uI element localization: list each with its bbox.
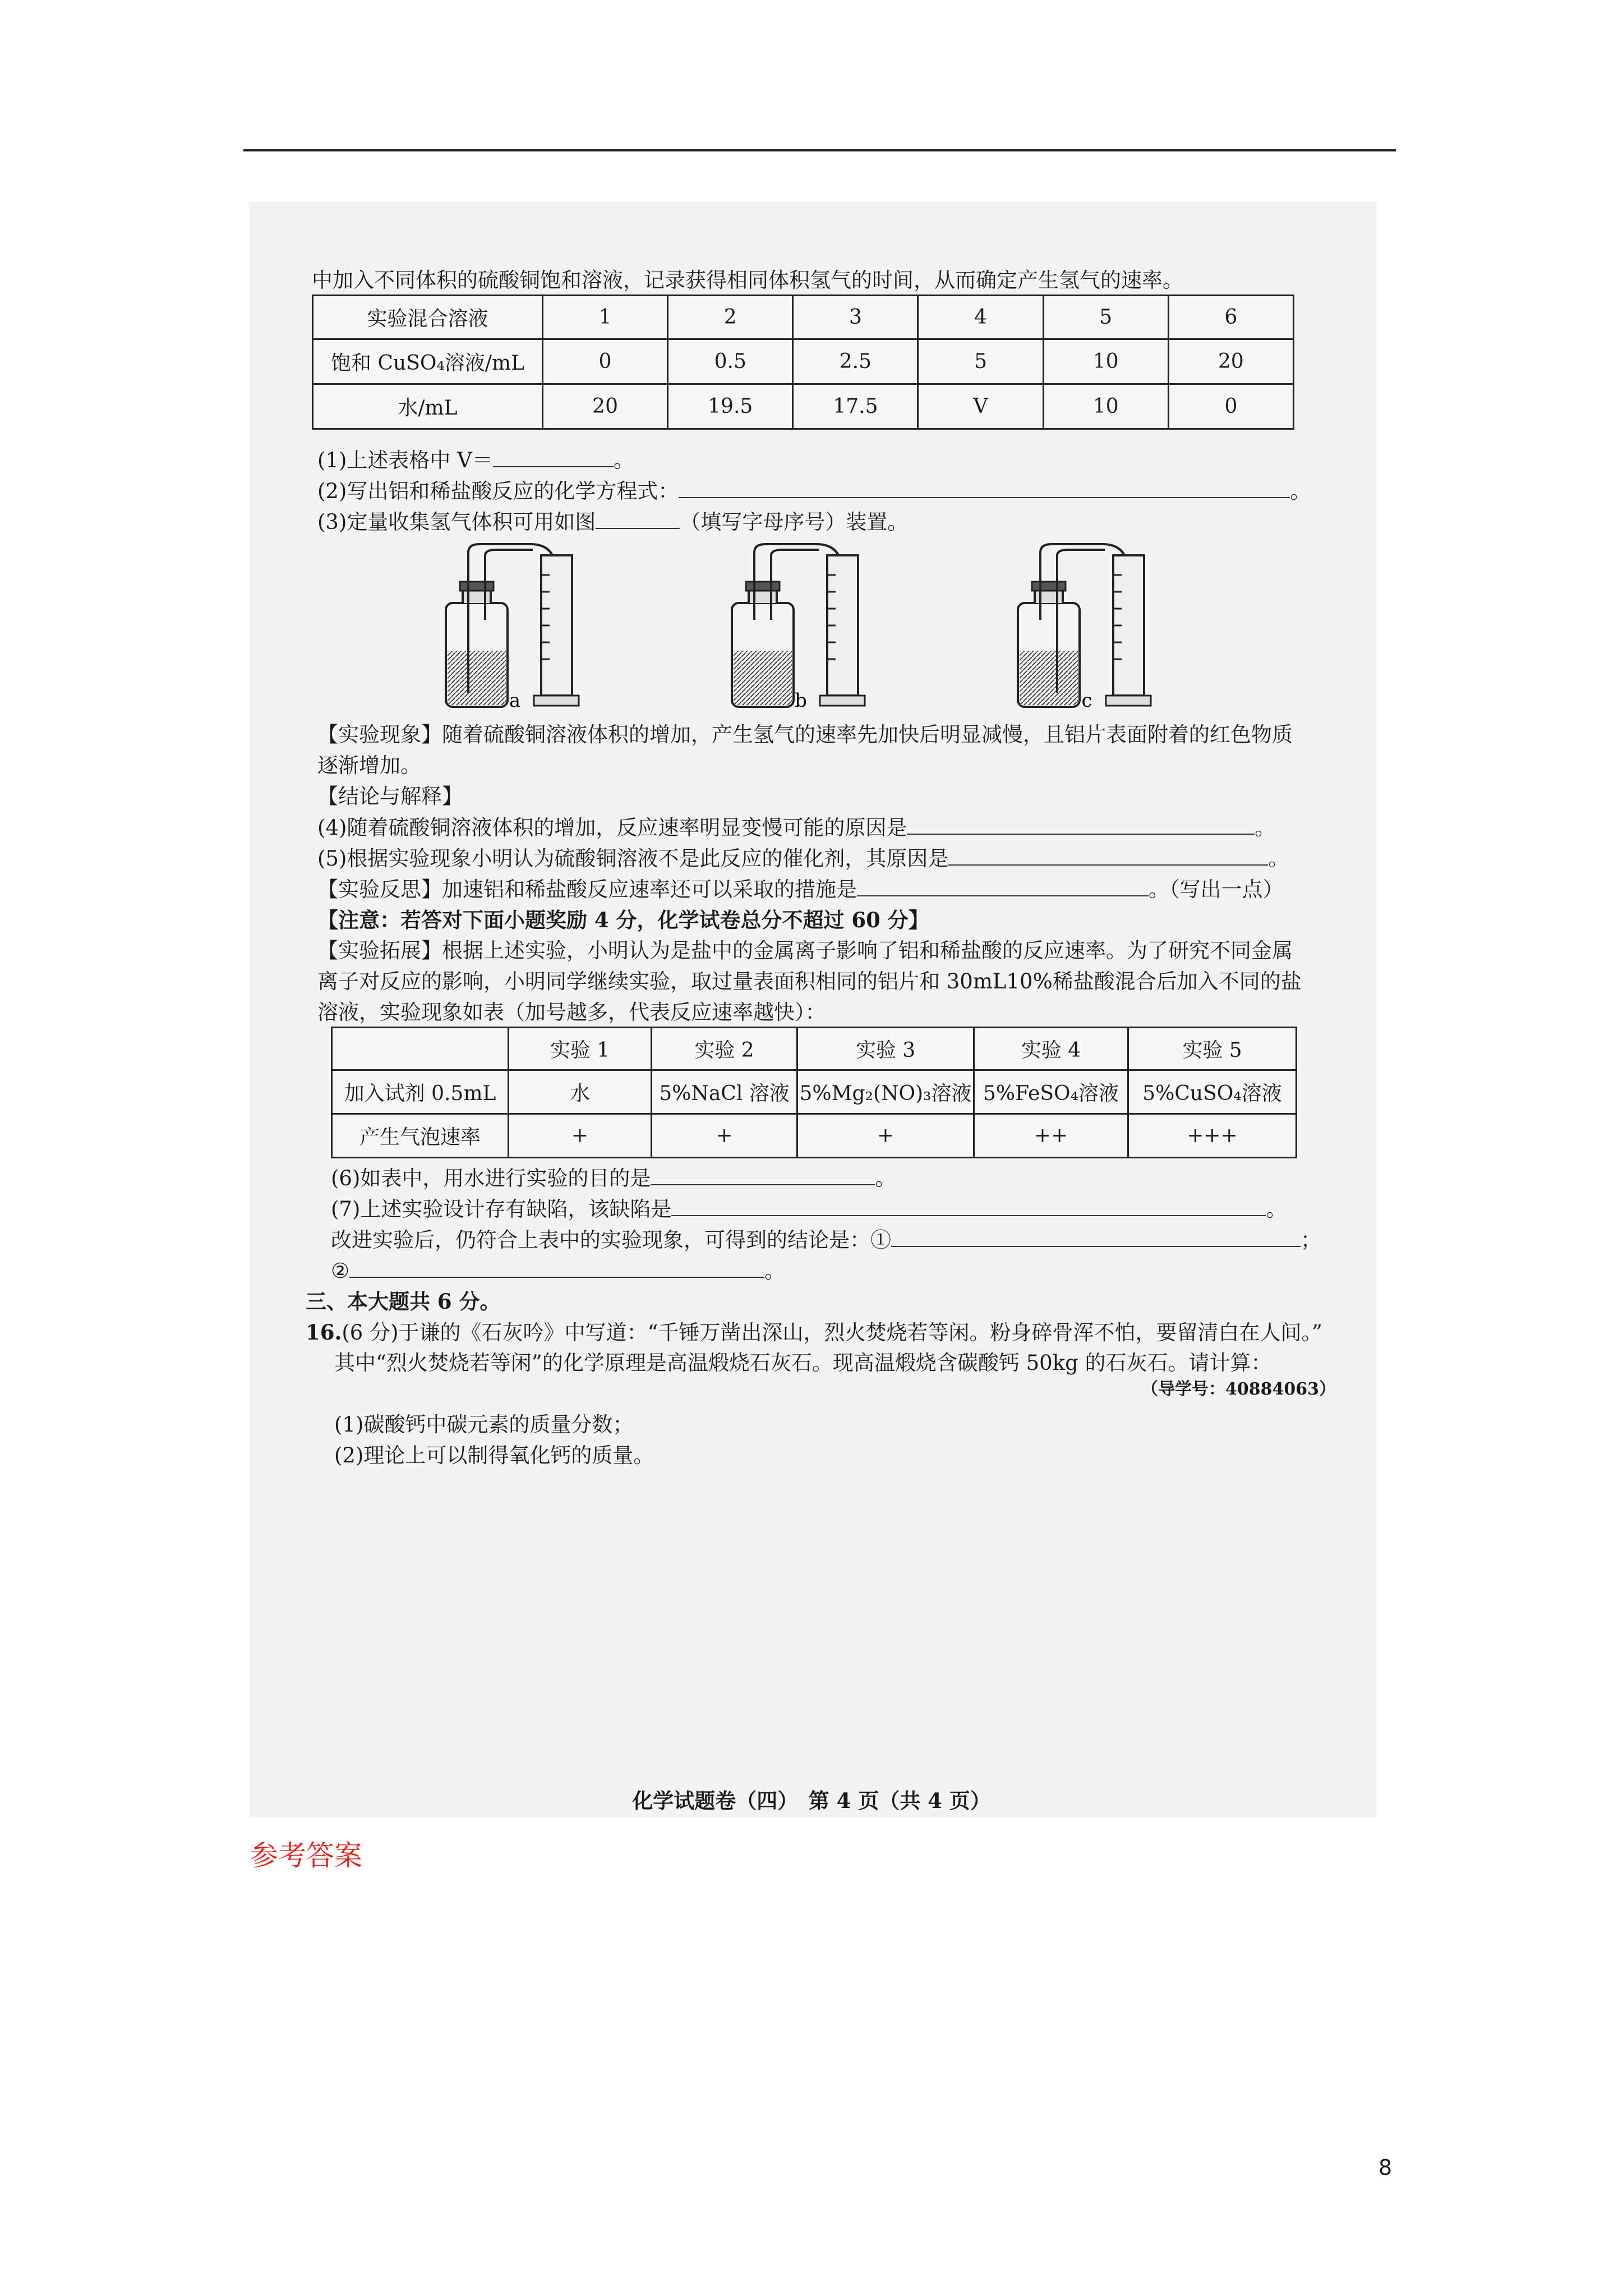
table-cell: + bbox=[509, 1114, 652, 1158]
question-tail: （填写字母序号）装置。 bbox=[680, 510, 909, 534]
apparatus-a-diagram bbox=[446, 544, 579, 707]
question-end: 。 bbox=[1290, 479, 1311, 503]
table-cell: 19.5 bbox=[668, 384, 793, 429]
table-cell: 20 bbox=[543, 384, 668, 429]
question-end: ； bbox=[1301, 1228, 1321, 1252]
answer-blank[interactable] bbox=[857, 875, 1149, 896]
table-cell: 实验 2 bbox=[652, 1028, 797, 1070]
question-7-conclusion-1 bbox=[331, 1226, 1321, 1254]
question-4 bbox=[317, 813, 1275, 842]
table-cell: 实验 3 bbox=[797, 1028, 974, 1070]
table-cell: 5%NaCl 溶液 bbox=[652, 1070, 797, 1114]
table-row bbox=[332, 1070, 1297, 1114]
question-end: 。 bbox=[1255, 816, 1276, 840]
gas-collection-apparatus bbox=[415, 536, 1200, 721]
question-number: 16. bbox=[306, 1320, 342, 1345]
answer-blank[interactable] bbox=[671, 1195, 1266, 1216]
extension-line-3: 溶液，实验现象如表（加号越多，代表反应速率越快）： bbox=[317, 1000, 826, 1024]
table-cell: + bbox=[652, 1114, 797, 1158]
question-7-conclusion-2 bbox=[331, 1257, 785, 1285]
table-cell: 10 bbox=[1043, 339, 1168, 384]
experiment-table bbox=[312, 295, 1294, 430]
question-5 bbox=[317, 844, 1289, 873]
table-cell: V bbox=[918, 384, 1043, 429]
question-16-line-2: 其中“烈火焚烧若等闲”的化学原理是高温煅烧石灰石。现高温煅烧含碳酸钙 50kg 的石灰石。请计算： bbox=[334, 1351, 1272, 1375]
table-cell: 5%Mg₂(NO)₃溶液 bbox=[797, 1070, 974, 1114]
table-cell: 2 bbox=[668, 296, 793, 339]
bonus-notice: 【注意：若答对下面小题奖励 4 分，化学试卷总分不超过 60 分】 bbox=[317, 908, 929, 932]
phenomenon-line-1: 【实验现象】随着硫酸铜溶液体积的增加，产生氢气的速率先加快后明显减慢，且铝片表面附着的红色物质 bbox=[317, 723, 1293, 747]
reflection-line bbox=[317, 875, 1284, 904]
question-text: (6 分)于谦的《石灰吟》中写道：“千锤万凿出深山，烈火焚烧若等闲。粉身碎骨浑不怕，要留清白在人间。” bbox=[342, 1320, 1322, 1345]
table-cell: 5 bbox=[1043, 296, 1168, 339]
conclusion-heading: 【结论与解释】 bbox=[317, 784, 463, 808]
answer-blank[interactable] bbox=[651, 1164, 875, 1185]
question-end: 。 bbox=[875, 1166, 896, 1190]
question-text: (4)随着硫酸铜溶液体积的增加，反应速率明显变慢可能的原因是 bbox=[317, 816, 907, 840]
question-7 bbox=[331, 1195, 1287, 1223]
table-cell: 0 bbox=[543, 339, 668, 384]
question-text: 【实验反思】加速铝和稀盐酸反应速率还可以采取的措施是 bbox=[317, 877, 857, 901]
table-cell: 产生气泡速率 bbox=[332, 1114, 509, 1158]
table-cell: 水/mL bbox=[313, 384, 543, 429]
top-rule bbox=[243, 149, 1396, 151]
question-6 bbox=[331, 1164, 896, 1193]
table-cell: 实验 4 bbox=[974, 1028, 1128, 1070]
table-cell: 4 bbox=[918, 296, 1043, 339]
answer-blank[interactable] bbox=[349, 1257, 764, 1278]
question-16-line-1 bbox=[306, 1318, 1322, 1347]
answer-blank[interactable] bbox=[679, 477, 1290, 498]
intro-text: 中加入不同体积的硫酸铜饱和溶液，记录获得相同体积氢气的时间，从而确定产生氢气的速率。 bbox=[312, 268, 1183, 292]
apparatus-b-diagram bbox=[732, 544, 865, 707]
question-tail: 。（写出一点） bbox=[1149, 877, 1284, 901]
question-text: (6)如表中，用水进行实验的目的是 bbox=[331, 1166, 651, 1190]
question-end: 。 bbox=[1266, 1197, 1287, 1221]
question-text: ② bbox=[331, 1259, 350, 1283]
page-footer: 化学试题卷（四） 第 4 页（共 4 页） bbox=[632, 1788, 991, 1813]
table-row bbox=[313, 384, 1294, 429]
table-cell: 20 bbox=[1168, 339, 1293, 384]
table-cell: +++ bbox=[1128, 1114, 1297, 1158]
page-number: 8 bbox=[1378, 2155, 1393, 2180]
table-cell: + bbox=[797, 1114, 974, 1158]
question-text: (7)上述实验设计存有缺陷，该缺陷是 bbox=[331, 1197, 672, 1221]
question-end: 。 bbox=[764, 1259, 786, 1283]
question-end: 。 bbox=[613, 448, 634, 472]
question-text: (2)写出铝和稀盐酸反应的化学方程式： bbox=[317, 479, 679, 503]
table-cell: 1 bbox=[543, 296, 668, 339]
table-row bbox=[313, 339, 1294, 384]
answer-blank[interactable] bbox=[493, 446, 614, 467]
table-cell: 6 bbox=[1168, 296, 1293, 339]
extension-line-1: 【实验拓展】根据上述实验，小明认为是盐中的金属离子影响了铝和稀盐酸的反应速率。为了研究不同金属 bbox=[317, 938, 1293, 963]
answer-blank[interactable] bbox=[596, 508, 680, 529]
metal-ion-table bbox=[331, 1027, 1297, 1158]
table-cell: 17.5 bbox=[793, 384, 918, 429]
table-cell: 5%CuSO₄溶液 bbox=[1128, 1070, 1297, 1114]
answer-blank[interactable] bbox=[907, 813, 1255, 835]
table-cell: 0 bbox=[1168, 384, 1293, 429]
table-cell: 2.5 bbox=[793, 339, 918, 384]
answer-blank[interactable] bbox=[891, 1226, 1301, 1247]
question-text: 改进实验后，仍符合上表中的实验现象，可得到的结论是：① bbox=[331, 1228, 891, 1252]
answer-blank[interactable] bbox=[948, 844, 1268, 866]
apparatus-b-label: b bbox=[795, 689, 807, 712]
reference-answer-heading: 参考答案 bbox=[250, 1839, 362, 1872]
extension-line-2: 离子对反应的影响，小明同学继续实验，取过量表面积相同的铝片和 30mL10%稀盐酸混合后加入不同的盐 bbox=[317, 969, 1302, 993]
table-row bbox=[332, 1028, 1297, 1070]
question-text: (5)根据实验现象小明认为硫酸铜溶液不是此反应的催化剂，其原因是 bbox=[317, 846, 949, 871]
question-16-sub-1: (1)碳酸钙中碳元素的质量分数； bbox=[334, 1412, 634, 1437]
table-cell: 5%FeSO₄溶液 bbox=[974, 1070, 1128, 1114]
table-cell: 3 bbox=[793, 296, 918, 339]
guide-number: （导学号：40884063） bbox=[1141, 1379, 1336, 1399]
table-cell: 实验 5 bbox=[1128, 1028, 1297, 1070]
apparatus-a-label: a bbox=[509, 689, 521, 712]
table-cell: 0.5 bbox=[668, 339, 793, 384]
phenomenon-line-2: 逐渐增加。 bbox=[317, 753, 421, 777]
table-cell: ++ bbox=[974, 1114, 1128, 1158]
question-2 bbox=[317, 477, 1311, 505]
question-1 bbox=[317, 446, 634, 475]
table-row bbox=[332, 1114, 1297, 1158]
table-cell: 实验混合溶液 bbox=[313, 296, 543, 339]
apparatus-c-diagram bbox=[1018, 544, 1151, 707]
table-cell: 饱和 CuSO₄溶液/mL bbox=[313, 339, 543, 384]
table-cell: 水 bbox=[509, 1070, 652, 1114]
table-cell: 5 bbox=[918, 339, 1043, 384]
question-text: (3)定量收集氢气体积可用如图 bbox=[317, 510, 596, 534]
question-end: 。 bbox=[1268, 846, 1289, 871]
apparatus-c-label: c bbox=[1081, 689, 1092, 712]
question-3 bbox=[317, 508, 908, 536]
question-16-sub-2: (2)理论上可以制得氧化钙的质量。 bbox=[334, 1443, 654, 1467]
table-row bbox=[313, 296, 1294, 339]
table-cell: 10 bbox=[1043, 384, 1168, 429]
table-cell: 实验 1 bbox=[509, 1028, 652, 1070]
section-3-heading: 三、本大题共 6 分。 bbox=[306, 1289, 501, 1314]
table-cell: 加入试剂 0.5mL bbox=[332, 1070, 509, 1114]
question-text: (1)上述表格中 V＝ bbox=[317, 448, 493, 472]
table-cell bbox=[332, 1028, 509, 1070]
